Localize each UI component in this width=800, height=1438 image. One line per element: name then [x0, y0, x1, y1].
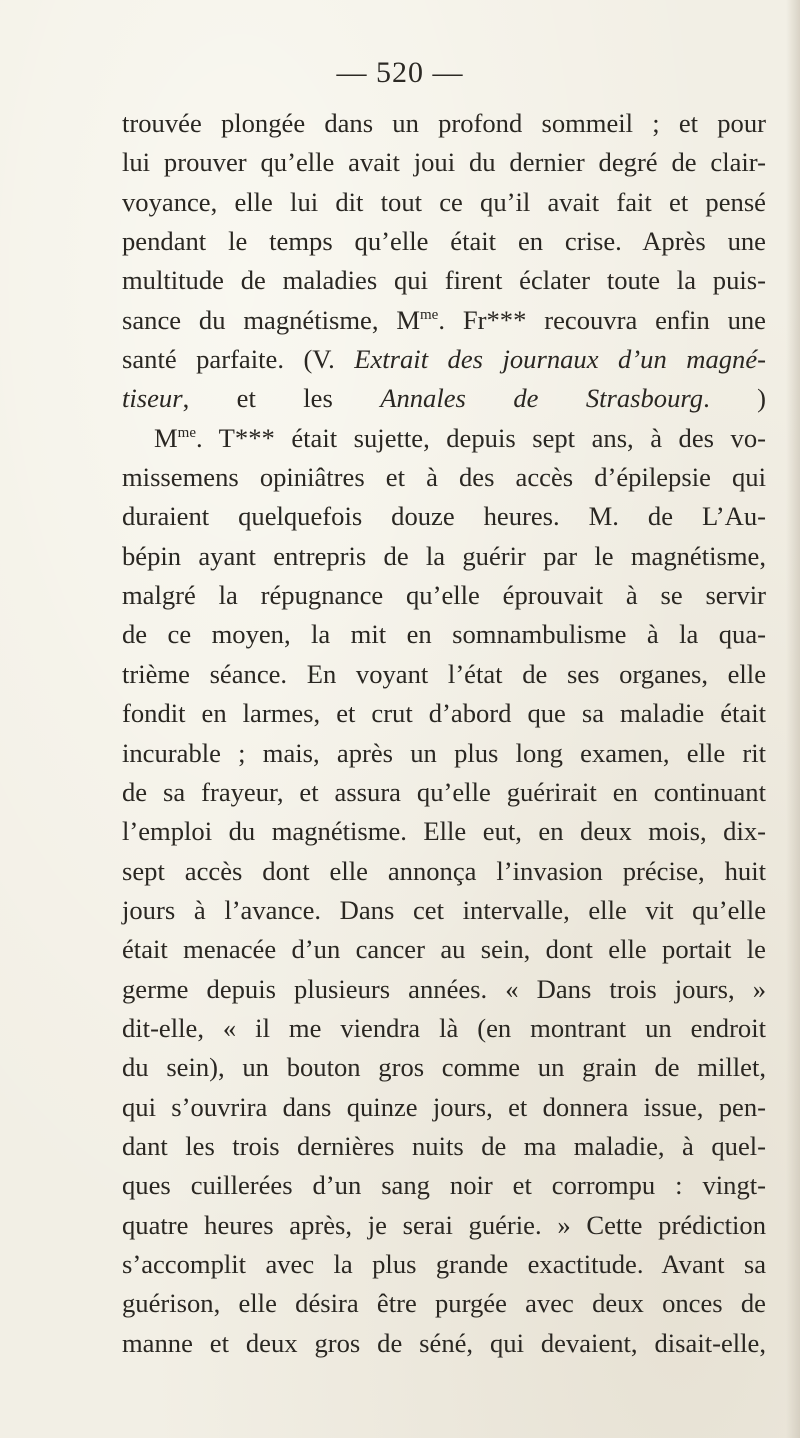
text-line-6-a: sance du magnétisme, M	[122, 304, 421, 335]
italic-title-annales: Annales de Strasbourg	[380, 383, 704, 414]
text-line-2: lui prouver qu’elle avait joui du dernier degré de clair-	[122, 147, 766, 178]
text-line-5: multitude de maladies qui firent éclater toute la puis-	[122, 265, 766, 296]
text-line-8-a: , et les	[182, 383, 381, 414]
text-line-18: de sa frayeur, et assura qu’elle guérirait en continuant	[122, 776, 766, 807]
italic-title-journaux: Extrait des journaux d’un magné-	[354, 344, 766, 375]
italic-title-tiseur: tiseur	[122, 383, 183, 414]
text-line-22: était menacée d’un cancer au sein, dont elle portait le	[122, 934, 766, 965]
text-line-4: pendant le temps qu’elle était en crise. Après une	[122, 226, 766, 257]
text-line-8-b: . )	[703, 383, 767, 414]
text-line-15: trième séance. En voyant l’état de ses organes, elle	[122, 658, 766, 689]
text-line-31: guérison, elle désira être purgée avec deux onces de	[122, 1288, 766, 1319]
text-line-17: incurable ; mais, après un plus long examen, elle rit	[122, 737, 766, 768]
text-line-20: sept accès dont elle annonça l’invasion précise, huit	[122, 855, 766, 886]
text-line-7	[122, 340, 766, 379]
text-line-14: de ce moyen, la mit en somnambulisme à la qua-	[122, 619, 766, 650]
text-line-8	[122, 379, 766, 418]
text-line-12: bépin ayant entrepris de la guérir par le magnétisme,	[122, 540, 766, 571]
text-line-13: malgré la répugnance qu’elle éprouvait à se servir	[122, 580, 766, 611]
text-line-25: du sein), un bouton gros comme un grain de millet,	[122, 1052, 766, 1083]
text-line-11: duraient quelquefois douze heures. M. de L’Au-	[122, 501, 766, 532]
page-number: — 520 —	[336, 56, 464, 89]
text-line-1: trouvée plongée dans un profond sommeil ; et pour	[122, 108, 766, 138]
text-line-32: manne et deux gros de séné, qui devaient, disait-elle,	[122, 1327, 766, 1358]
text-line-26: qui s’ouvrira dans quinze jours, et donnera issue, pen-	[122, 1091, 766, 1122]
text-line-3: voyance, elle lui dit tout ce qu’il avait fait et pensé	[122, 186, 766, 217]
text-line-6-b: . Fr*** recouvra enfin une	[438, 304, 766, 335]
text-line-28: ques cuillerées d’un sang noir et corrompu : vingt-	[122, 1170, 766, 1201]
text-line-6	[122, 301, 766, 340]
text-line-10: missemens opiniâtres et à des accès d’épilepsie qui	[122, 462, 766, 493]
text-line-29: quatre heures après, je serai guérie. » Cette prédiction	[122, 1209, 766, 1240]
body-text	[122, 104, 766, 1363]
text-line-19: l’emploi du magnétisme. Elle eut, en deux mois, dix-	[122, 816, 766, 847]
text-line-23: germe depuis plusieurs années. « Dans trois jours, »	[122, 973, 766, 1004]
text-line-9	[122, 419, 766, 458]
superscript-me-2: me	[177, 424, 196, 441]
text-line-27: dant les trois dernières nuits de ma maladie, à quel-	[122, 1130, 766, 1161]
superscript-me: me	[420, 306, 439, 323]
text-line-24: dit-elle, « il me viendra là (en montrant un endroit	[122, 1012, 766, 1043]
text-line-21: jours à l’avance. Dans cet intervalle, elle vit qu’elle	[122, 894, 766, 925]
page-edge-shadow	[786, 0, 800, 1438]
text-line-30: s’accomplit avec la plus grande exactitude. Avant sa	[122, 1248, 766, 1279]
text-line-16: fondit en larmes, et crut d’abord que sa maladie était	[122, 698, 766, 729]
text-line-9-a: M	[154, 422, 178, 453]
text-line-7-a: santé parfaite. (V.	[122, 344, 355, 375]
text-line-9-b: . T*** était sujette, depuis sept ans, à des vo-	[195, 422, 766, 453]
